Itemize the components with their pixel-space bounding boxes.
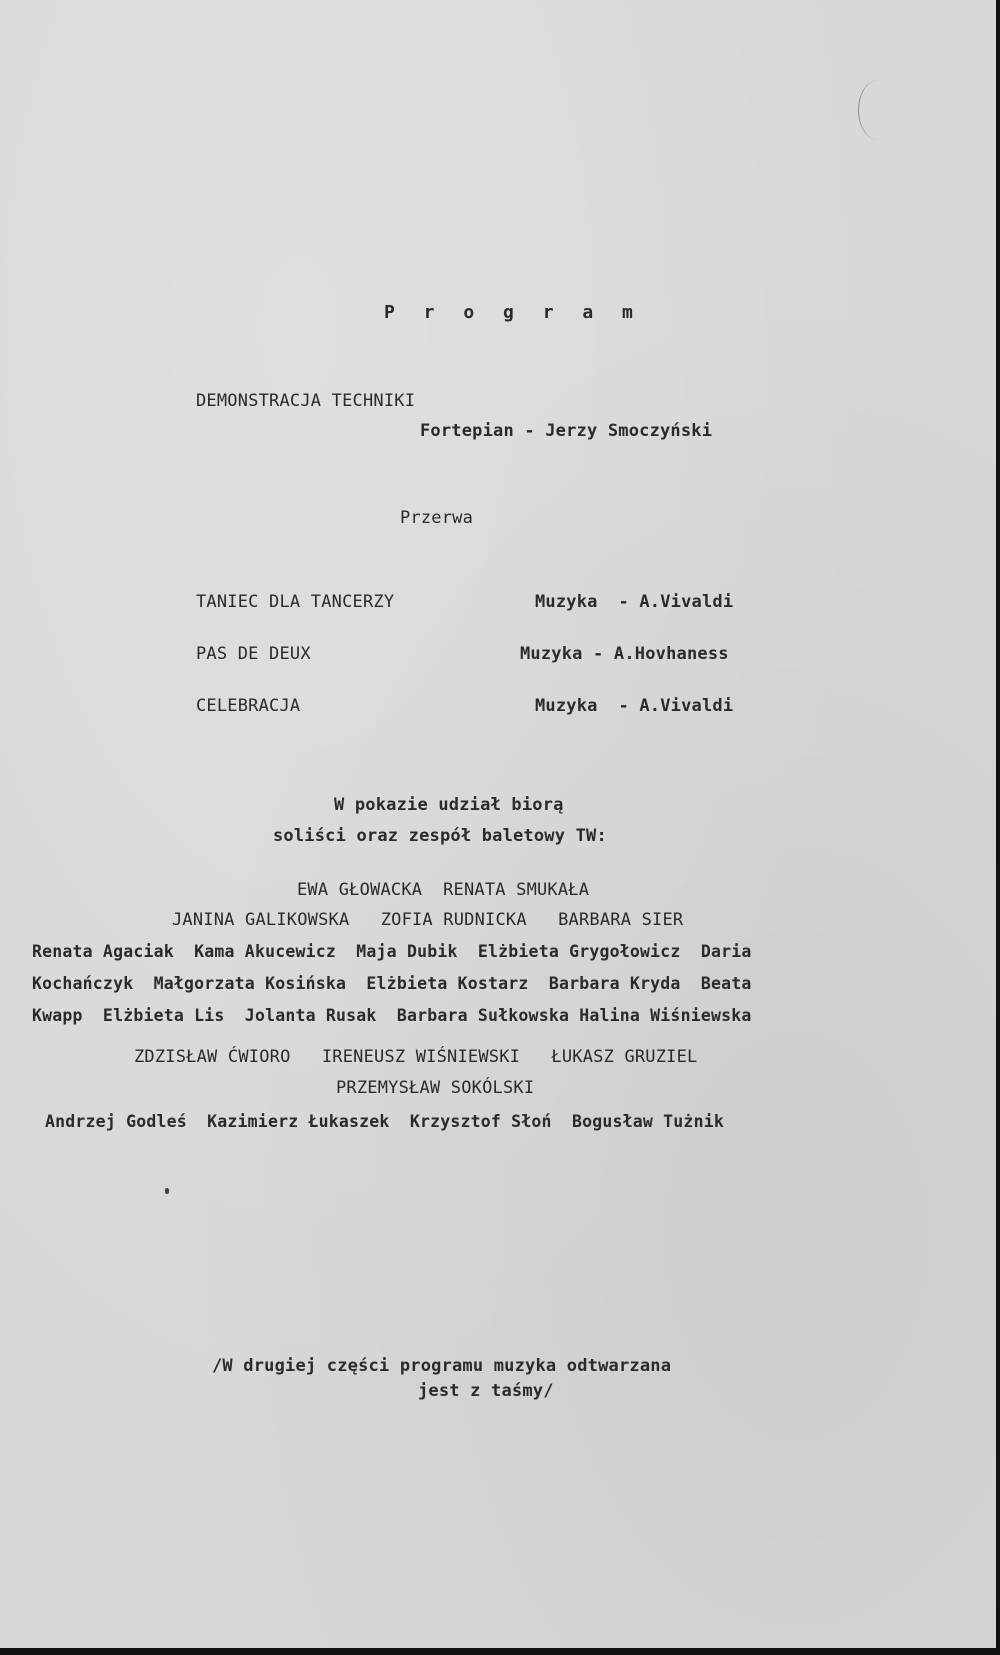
- male-soloists-line1: ZDZISŁAW ĆWIORO IRENEUSZ WIŚNIEWSKI ŁUKASZ GRUZIEL: [134, 1047, 698, 1067]
- section-title-technique: DEMONSTRACJA TECHNIKI: [196, 391, 416, 411]
- work-music-2: Muzyka - A.Hovhaness: [520, 644, 729, 664]
- program-heading: P r o g r a m: [384, 302, 642, 323]
- break-label: Przerwa: [400, 508, 474, 528]
- footnote-line2: jest z taśmy/: [418, 1381, 554, 1401]
- work-title-1: TANIEC DLA TANCERZY: [196, 592, 395, 612]
- female-dancers-line3: Kwapp Elżbieta Lis Jolanta Rusak Barbara Sułkowska Halina Wiśniewska: [32, 1006, 752, 1025]
- work-music-3: Muzyka - A.Vivaldi: [535, 696, 734, 716]
- section-subtitle-piano: Fortepian - Jerzy Smoczyński: [420, 421, 713, 441]
- scan-edge-bottom: [0, 1648, 1000, 1655]
- work-title-2: PAS DE DEUX: [196, 644, 311, 664]
- female-dancers-line2: Kochańczyk Małgorzata Kosińska Elżbieta Kostarz Barbara Kryda Beata: [32, 974, 752, 993]
- cast-intro-line1: W pokazie udział biorą: [334, 795, 564, 815]
- ink-speck: [165, 1188, 169, 1194]
- female-dancers-line1: Renata Agaciak Kama Akucewicz Maja Dubik Elżbieta Grygołowicz Daria: [32, 942, 752, 961]
- male-soloists-line2: PRZEMYSŁAW SOKÓLSKI: [336, 1078, 535, 1098]
- work-music-1: Muzyka - A.Vivaldi: [535, 592, 734, 612]
- soloists-line2: JANINA GALIKOWSKA ZOFIA RUDNICKA BARBARA SIER: [172, 910, 684, 930]
- footnote-line1: /W drugiej części programu muzyka odtwarzana: [212, 1356, 672, 1376]
- scan-edge-right: [996, 0, 1000, 1655]
- male-dancers-line1: Andrzej Godleś Kazimierz Łukaszek Krzysztof Słoń Bogusław Tużnik: [45, 1112, 724, 1131]
- soloists-line1: EWA GŁOWACKA RENATA SMUKAŁA: [297, 880, 590, 900]
- pencil-mark: [858, 80, 899, 140]
- cast-intro-line2: soliści oraz zespół baletowy TW:: [273, 826, 607, 846]
- work-title-3: CELEBRACJA: [196, 696, 301, 716]
